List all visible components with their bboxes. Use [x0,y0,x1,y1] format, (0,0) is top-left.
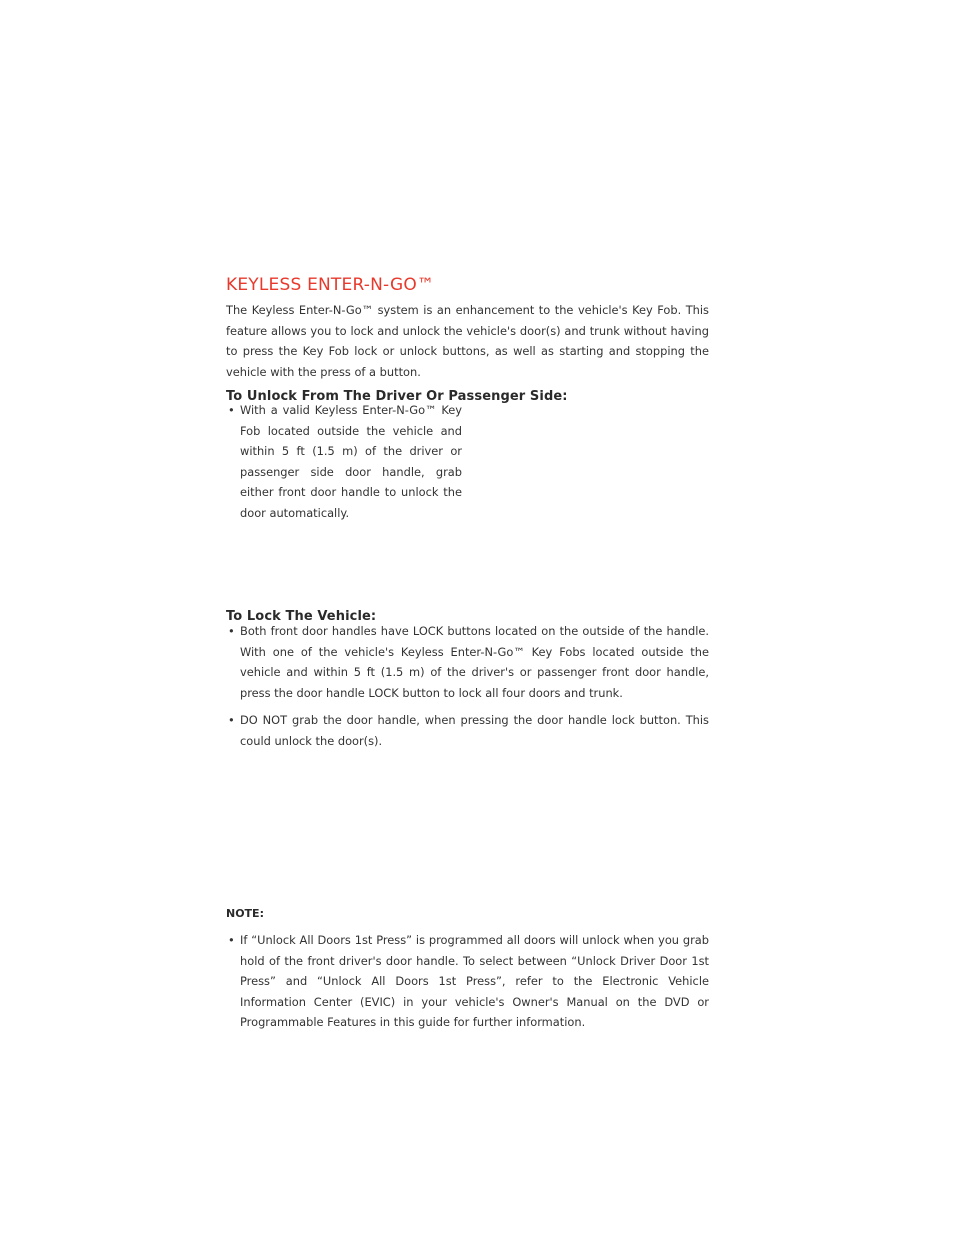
bullet-icon: • [228,403,235,417]
intro-paragraph: The Keyless Enter-N-Go™ system is an enhancement to the vehicle's Key Fob. This feature allows you to lock and unlock the vehicle's door(s) and trunk without having to press the Key Fob lock or unlock buttons, as well as starting and stopping the vehicle with the press of a button. [226,303,709,379]
list-item [226,710,709,751]
bullet-text: With a valid Keyless Enter-N-Go™ Key Fob located outside the vehicle and within 5 ft (1.5 m) of the driver or passenger side door handle, grab either front door handle to unlock the door automatically. [240,403,462,520]
bullet-text: DO NOT grab the door handle, when pressing the door handle lock button. This could unlock the door(s). [240,713,709,748]
list-item [226,930,709,1033]
list-item [226,621,709,703]
bullet-icon: • [228,624,235,638]
bullet-text: Both front door handles have LOCK buttons located on the outside of the handle. With one of the vehicle's Keyless Enter-N-Go™ Key Fobs located outside the vehicle and within 5 ft (1.5 m) of the driver's or passenger front door handle, press the door handle LOCK button to lock all four doors and trunk. [240,624,709,700]
bullet-text: If “Unlock All Doors 1st Press” is programmed all doors will unlock when you grab hold of the front driver's door handle. To select between “Unlock Driver Door 1st Press” and “Unlock All Doors 1st Press”, refer to the Electronic Vehicle Information Center (EVIC) in your vehicle's Owner's Manual on the DVD or Programmable Features in this guide for further information. [240,933,709,1029]
page-title: KEYLESS ENTER-N-GO™ [226,275,435,296]
list-item [226,400,462,523]
bullet-icon: • [228,713,235,727]
lock-list [226,621,709,758]
unlock-heading: To Unlock From The Driver Or Passenger Side: [226,388,568,404]
bullet-icon: • [228,933,235,947]
unlock-list [226,400,462,523]
note-label: NOTE: [226,907,264,920]
note-list [226,930,709,1033]
lock-heading: To Lock The Vehicle: [226,608,377,624]
